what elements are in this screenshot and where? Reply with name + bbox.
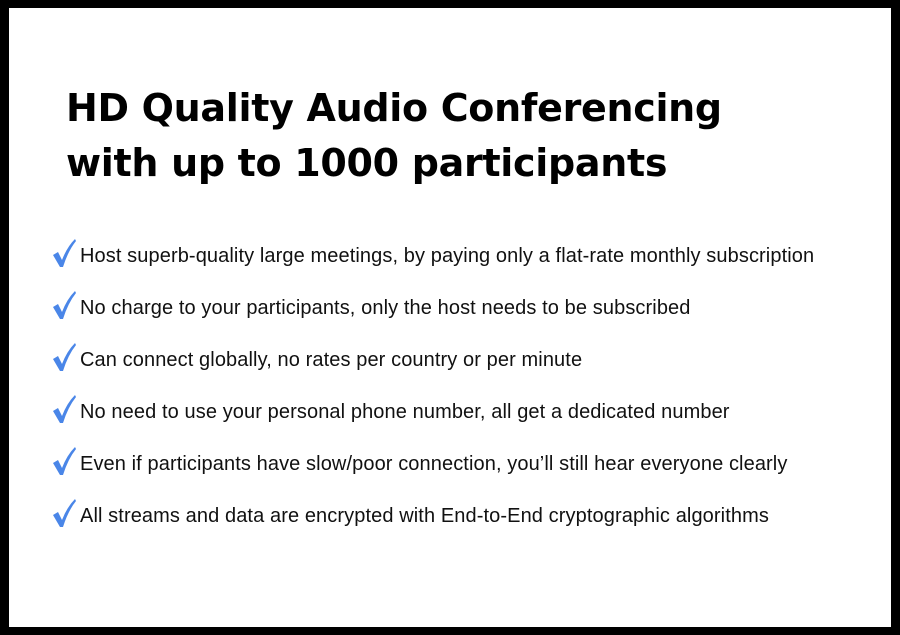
feature-text: Can connect globally, no rates per country or per minute — [80, 348, 583, 371]
feature-list — [51, 230, 814, 542]
list-item — [51, 490, 814, 542]
checkmark-icon — [51, 394, 77, 424]
list-item — [51, 438, 814, 490]
checkmark-icon — [51, 290, 77, 320]
list-item — [51, 230, 814, 282]
checkmark-icon — [51, 446, 77, 476]
page-title — [66, 81, 722, 191]
slide — [9, 8, 891, 627]
list-item — [51, 282, 814, 334]
checkmark-icon — [51, 342, 77, 372]
checkmark-icon — [51, 238, 77, 268]
feature-text: No charge to your participants, only the host needs to be subscribed — [80, 296, 691, 319]
feature-text: Host superb-quality large meetings, by paying only a flat-rate monthly subscription — [80, 244, 815, 267]
list-item — [51, 386, 814, 438]
feature-text: Even if participants have slow/poor connection, you’ll still hear everyone clearly — [80, 452, 788, 475]
feature-text: All streams and data are encrypted with End-to-End cryptographic algorithms — [80, 504, 769, 527]
checkmark-icon — [51, 498, 77, 528]
title-line-2: with up to 1000 participants — [66, 141, 668, 185]
list-item — [51, 334, 814, 386]
title-line-1: HD Quality Audio Conferencing — [66, 86, 722, 130]
feature-text: No need to use your personal phone number, all get a dedicated number — [80, 400, 730, 423]
